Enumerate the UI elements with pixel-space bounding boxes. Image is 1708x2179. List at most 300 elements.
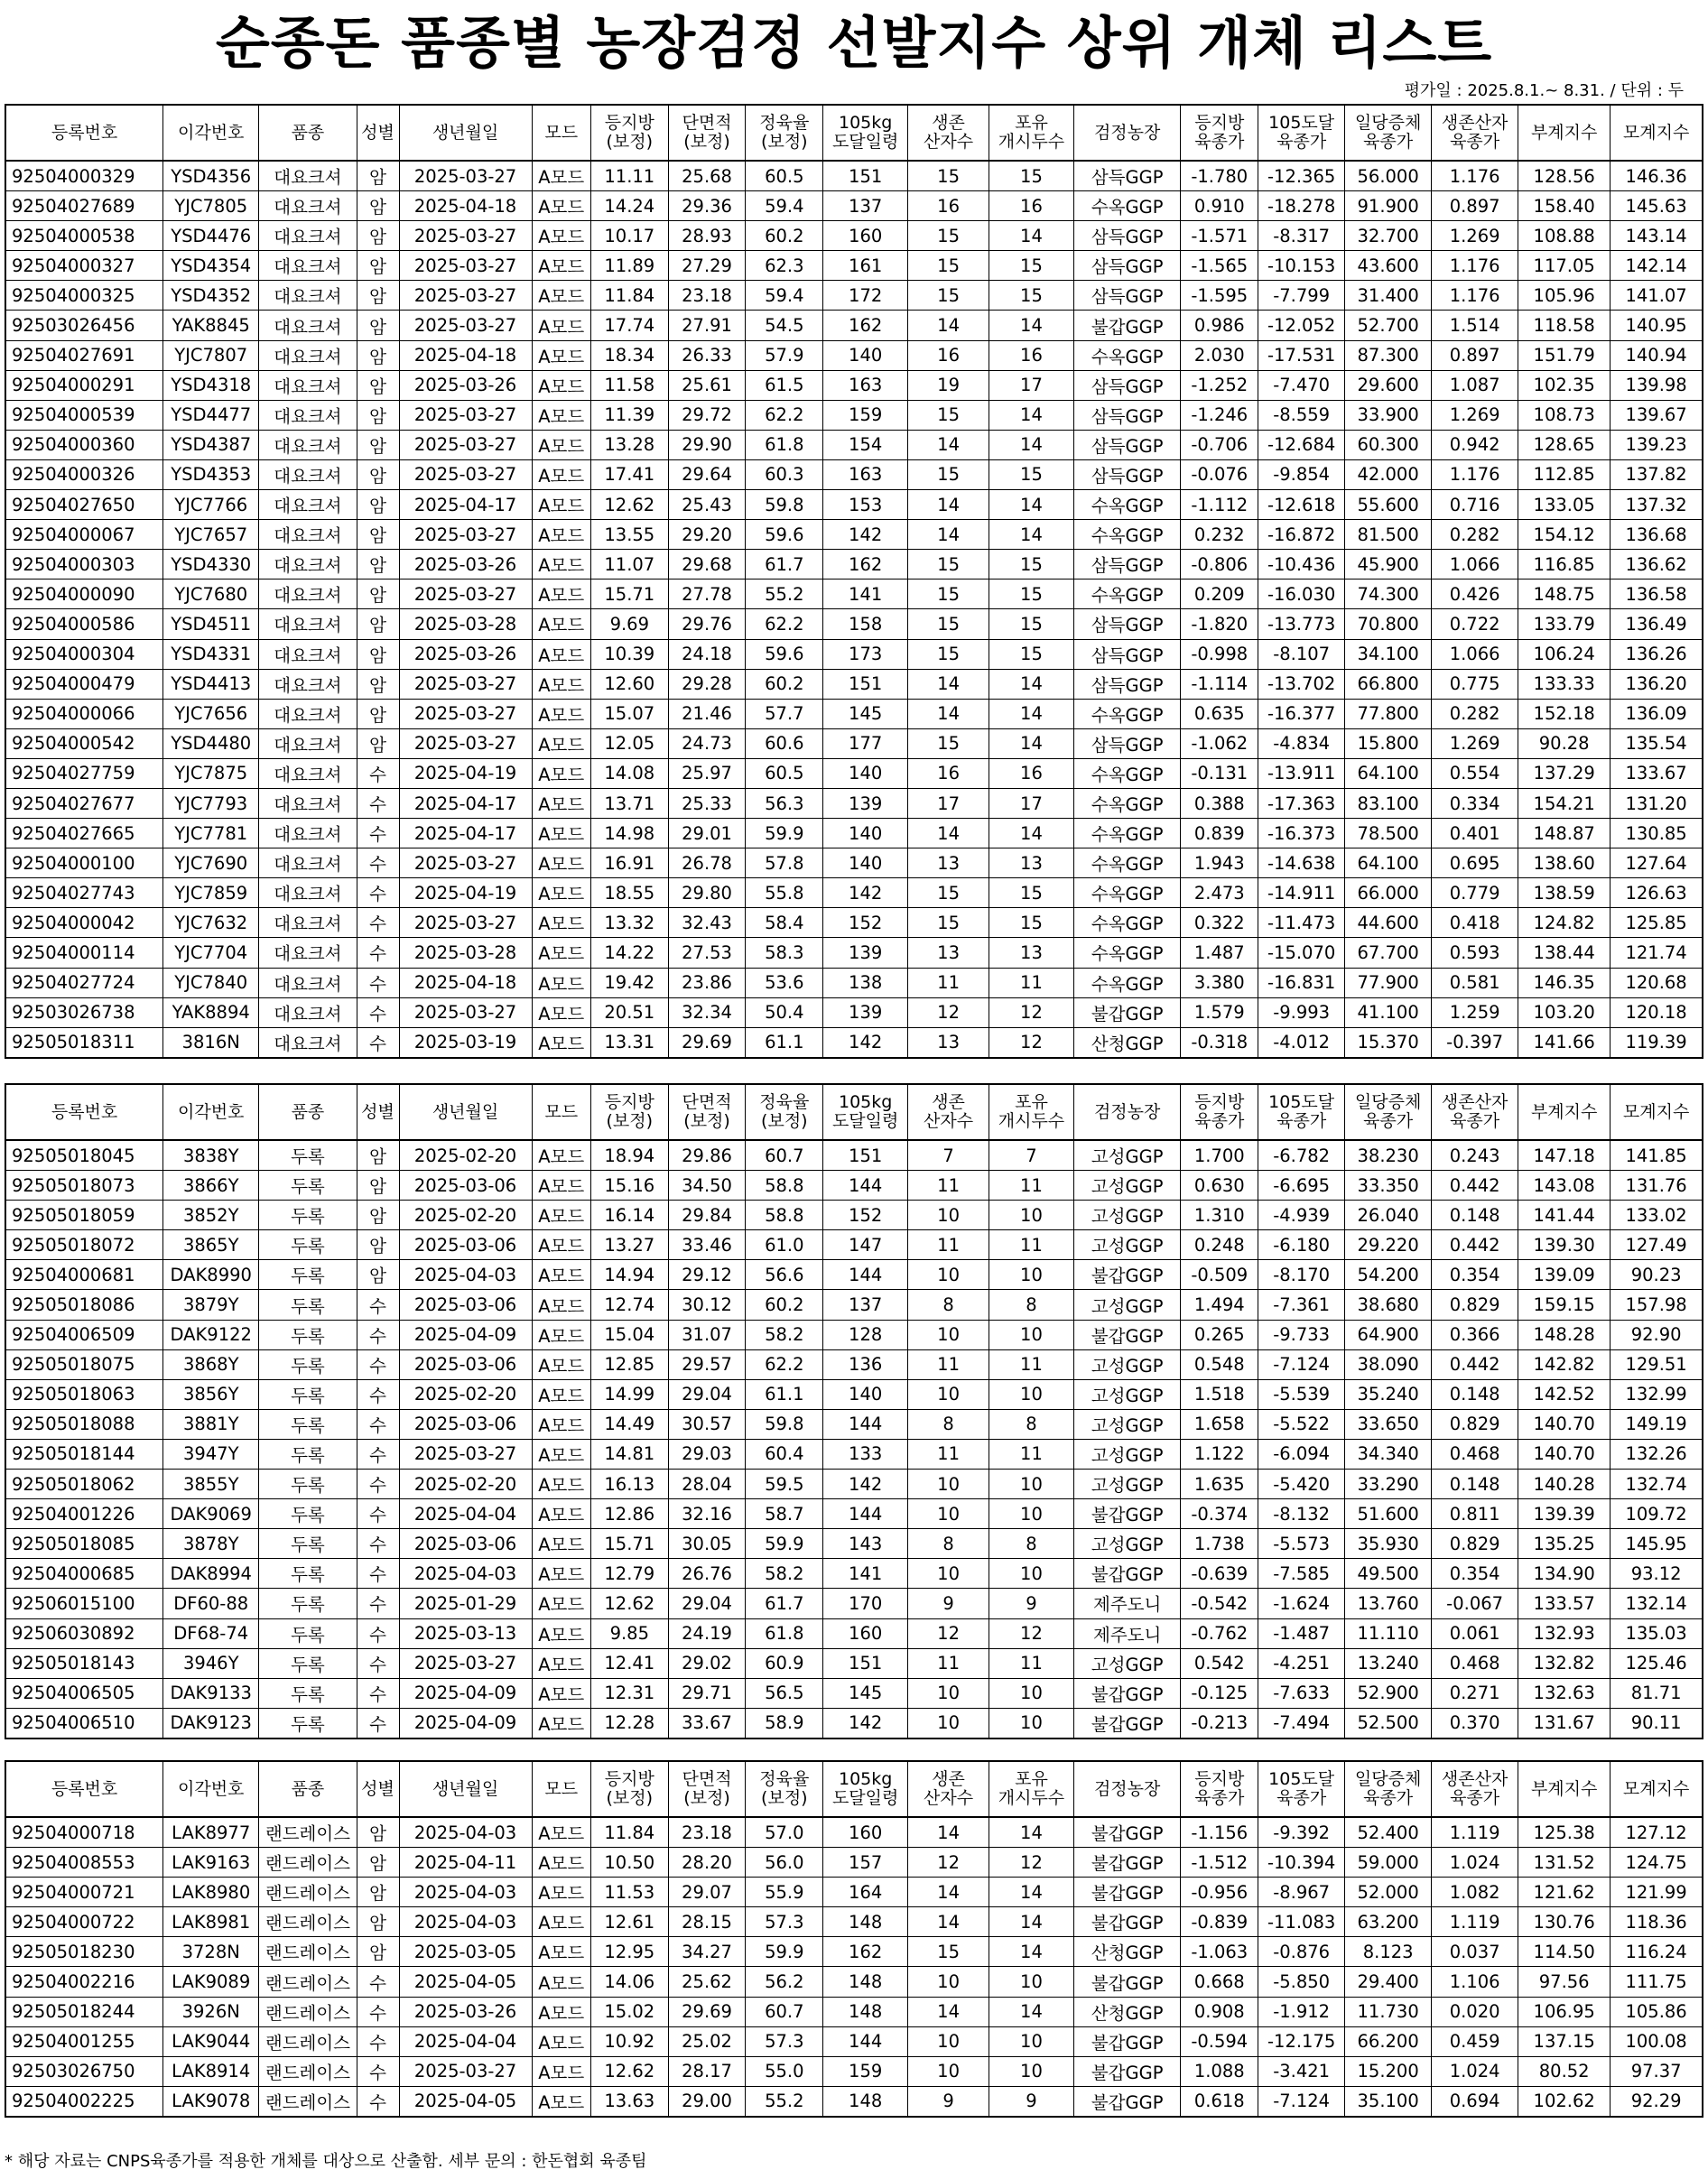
cell-liveborn-ebv: 1.269 <box>1432 728 1518 758</box>
cell-backfat: 12.62 <box>590 1589 668 1618</box>
header-birth-date <box>399 1761 532 1817</box>
table-row <box>5 728 1703 758</box>
cell-test-farm: 고성GGP <box>1073 1470 1180 1499</box>
table-row <box>5 1997 1703 2026</box>
cell-sire-index: 106.95 <box>1518 1997 1611 2026</box>
cell-backfat-ebv: -1.062 <box>1181 728 1258 758</box>
cell-mode: A모드 <box>532 1708 590 1739</box>
cell-lean-pct: 61.7 <box>746 550 823 580</box>
cell-test-farm: 수옥GGP <box>1073 968 1180 997</box>
cell-days-105kg: 162 <box>823 550 908 580</box>
cell-sire-index: 124.82 <box>1518 908 1611 938</box>
header-label: 육종가 <box>1363 1111 1414 1131</box>
cell-nursing-start: 14 <box>989 819 1074 848</box>
cell-ear-no: YSD4354 <box>163 251 259 281</box>
table-row <box>5 1907 1703 1937</box>
table-row <box>5 1678 1703 1708</box>
cell-days-105kg: 153 <box>823 490 908 520</box>
table-row <box>5 191 1703 221</box>
cell-birth-date: 2025-03-27 <box>399 281 532 311</box>
header-label: (보정) <box>683 1788 730 1808</box>
cell-breed: 두록 <box>259 1230 357 1260</box>
cell-reg-no: 92505018045 <box>5 1140 163 1171</box>
cell-reg-no: 92505018230 <box>5 1937 163 1967</box>
cell-mode: A모드 <box>532 400 590 430</box>
cell-sire-index: 139.09 <box>1518 1260 1611 1290</box>
cell-nursing-start: 15 <box>989 251 1074 281</box>
table-row <box>5 2026 1703 2056</box>
cell-backfat-ebv: -0.956 <box>1181 1878 1258 1907</box>
cell-loin-area: 29.69 <box>668 1997 746 2026</box>
cell-days105-ebv: -16.377 <box>1258 699 1345 728</box>
cell-mode: A모드 <box>532 1140 590 1171</box>
cell-sex: 암 <box>357 699 399 728</box>
table-row <box>5 161 1703 191</box>
cell-test-farm: 수옥GGP <box>1073 520 1180 550</box>
cell-reg-no: 92504000681 <box>5 1260 163 1290</box>
cell-sire-index: 158.40 <box>1518 191 1611 221</box>
table-row <box>5 1320 1703 1349</box>
cell-loin-area: 29.01 <box>668 819 746 848</box>
cell-sire-index: 134.90 <box>1518 1559 1611 1589</box>
cell-days-105kg: 151 <box>823 1648 908 1678</box>
yorkshire-table <box>5 104 1703 1059</box>
cell-breed: 대요크셔 <box>259 699 357 728</box>
header-backfat-ebv <box>1181 105 1258 161</box>
cell-nursing-start: 16 <box>989 340 1074 370</box>
cell-birth-date: 2025-03-27 <box>399 2056 532 2086</box>
cell-backfat: 11.53 <box>590 1878 668 1907</box>
cell-test-farm: 수옥GGP <box>1073 848 1180 878</box>
table-row <box>5 1230 1703 1260</box>
cell-sire-index: 148.87 <box>1518 819 1611 848</box>
cell-reg-no: 92504027665 <box>5 819 163 848</box>
cell-sire-index: 121.62 <box>1518 1878 1611 1907</box>
cell-adg-ebv: 64.100 <box>1345 848 1432 878</box>
cell-nursing-start: 9 <box>989 1589 1074 1618</box>
cell-sire-index: 133.79 <box>1518 609 1611 639</box>
cell-days-105kg: 157 <box>823 1848 908 1878</box>
cell-reg-no: 92504027650 <box>5 490 163 520</box>
cell-mode: A모드 <box>532 1559 590 1589</box>
cell-test-farm: 수옥GGP <box>1073 819 1180 848</box>
cell-days105-ebv: -1.624 <box>1258 1589 1345 1618</box>
cell-backfat-ebv: -1.112 <box>1181 490 1258 520</box>
cell-loin-area: 25.68 <box>668 161 746 191</box>
cell-sex: 암 <box>357 580 399 609</box>
cell-test-farm: 불갑GGP <box>1073 2086 1180 2117</box>
cell-backfat-ebv: -1.820 <box>1181 609 1258 639</box>
cell-loin-area: 25.02 <box>668 2026 746 2056</box>
header-test-farm <box>1073 1761 1180 1817</box>
cell-adg-ebv: 38.090 <box>1345 1349 1432 1379</box>
cell-loin-area: 29.28 <box>668 669 746 699</box>
cell-birth-date: 2025-02-20 <box>399 1201 532 1230</box>
cell-birth-date: 2025-03-06 <box>399 1230 532 1260</box>
cell-days105-ebv: -10.436 <box>1258 550 1345 580</box>
cell-test-farm: 삼득GGP <box>1073 281 1180 311</box>
header-label: 모계지수 <box>1622 1778 1690 1799</box>
cell-dam-index: 90.11 <box>1611 1708 1703 1739</box>
cell-backfat: 12.85 <box>590 1349 668 1379</box>
cell-loin-area: 29.76 <box>668 609 746 639</box>
table-row <box>5 1967 1703 1997</box>
cell-reg-no: 92504000586 <box>5 609 163 639</box>
cell-adg-ebv: 56.000 <box>1345 161 1432 191</box>
cell-mode: A모드 <box>532 1027 590 1058</box>
cell-adg-ebv: 70.800 <box>1345 609 1432 639</box>
cell-breed: 랜드레이스 <box>259 1997 357 2026</box>
table-row <box>5 758 1703 788</box>
cell-breed: 대요크셔 <box>259 878 357 908</box>
cell-backfat-ebv: 1.579 <box>1181 997 1258 1027</box>
cell-dam-index: 92.29 <box>1611 2086 1703 2117</box>
cell-dam-index: 136.20 <box>1611 669 1703 699</box>
cell-reg-no: 92504027677 <box>5 788 163 818</box>
cell-reg-no: 92505018063 <box>5 1379 163 1409</box>
cell-reg-no: 92504000539 <box>5 400 163 430</box>
cell-liveborn-ebv: 0.694 <box>1432 2086 1518 2117</box>
header-label: 육종가 <box>1276 132 1327 152</box>
cell-sex: 암 <box>357 1140 399 1171</box>
cell-days-105kg: 133 <box>823 1439 908 1469</box>
cell-sex: 수 <box>357 1027 399 1058</box>
cell-sex: 수 <box>357 2056 399 2086</box>
cell-nursing-start: 17 <box>989 788 1074 818</box>
cell-mode: A모드 <box>532 908 590 938</box>
cell-test-farm: 불갑GGP <box>1073 1878 1180 1907</box>
cell-lean-pct: 59.9 <box>746 1937 823 1967</box>
cell-birth-date: 2025-03-27 <box>399 997 532 1027</box>
cell-liveborn-ebv: 0.148 <box>1432 1379 1518 1409</box>
cell-sire-index: 152.18 <box>1518 699 1611 728</box>
cell-days-105kg: 147 <box>823 1230 908 1260</box>
cell-dam-index: 142.14 <box>1611 251 1703 281</box>
cell-birth-date: 2025-04-17 <box>399 788 532 818</box>
cell-lean-pct: 60.6 <box>746 728 823 758</box>
header-breed <box>259 105 357 161</box>
cell-breed: 두록 <box>259 1499 357 1529</box>
cell-loin-area: 32.16 <box>668 1499 746 1529</box>
cell-nursing-start: 14 <box>989 728 1074 758</box>
cell-sex: 수 <box>357 788 399 818</box>
cell-ear-no: YSD4353 <box>163 459 259 489</box>
cell-breed: 대요크셔 <box>259 251 357 281</box>
cell-liveborn-ebv: 0.418 <box>1432 908 1518 938</box>
cell-dam-index: 137.82 <box>1611 459 1703 489</box>
cell-sex: 암 <box>357 251 399 281</box>
cell-loin-area: 29.04 <box>668 1589 746 1618</box>
cell-test-farm: 고성GGP <box>1073 1290 1180 1320</box>
cell-live-born: 15 <box>908 251 989 281</box>
cell-backfat-ebv: -0.542 <box>1181 1589 1258 1618</box>
cell-test-farm: 고성GGP <box>1073 1439 1180 1469</box>
cell-live-born: 11 <box>908 1648 989 1678</box>
header-test-farm <box>1073 105 1180 161</box>
header-liveborn-ebv <box>1432 105 1518 161</box>
header-label: (보정) <box>683 132 730 152</box>
cell-test-farm: 불갑GGP <box>1073 1817 1180 1848</box>
cell-backfat-ebv: -1.512 <box>1181 1848 1258 1878</box>
cell-nursing-start: 14 <box>989 1907 1074 1937</box>
cell-birth-date: 2025-04-04 <box>399 1499 532 1529</box>
cell-breed: 두록 <box>259 1379 357 1409</box>
cell-backfat: 12.86 <box>590 1499 668 1529</box>
cell-backfat: 12.62 <box>590 2056 668 2086</box>
cell-days105-ebv: -17.363 <box>1258 788 1345 818</box>
cell-liveborn-ebv: 0.779 <box>1432 878 1518 908</box>
cell-lean-pct: 61.8 <box>746 430 823 459</box>
cell-days-105kg: 137 <box>823 1290 908 1320</box>
cell-breed: 두록 <box>259 1708 357 1739</box>
cell-backfat-ebv: -0.125 <box>1181 1678 1258 1708</box>
cell-backfat: 10.50 <box>590 1848 668 1878</box>
cell-liveborn-ebv: 1.269 <box>1432 400 1518 430</box>
cell-sire-index: 132.82 <box>1518 1648 1611 1678</box>
header-label: 개시두수 <box>998 1111 1065 1131</box>
cell-days-105kg: 170 <box>823 1589 908 1618</box>
cell-nursing-start: 10 <box>989 1320 1074 1349</box>
cell-mode: A모드 <box>532 2026 590 2056</box>
footnote: * 해당 자료는 CNPS육종가를 적용한 개체를 대상으로 산출함. 세부 문의 : 한돈협회 육종팀 <box>5 2152 647 2171</box>
cell-ear-no: YJC7859 <box>163 878 259 908</box>
cell-reg-no: 92504027691 <box>5 340 163 370</box>
cell-ear-no: 3868Y <box>163 1349 259 1379</box>
cell-sex: 암 <box>357 161 399 191</box>
cell-days105-ebv: -7.633 <box>1258 1678 1345 1708</box>
cell-liveborn-ebv: 0.442 <box>1432 1171 1518 1201</box>
header-nursing-start <box>989 1761 1074 1817</box>
cell-dam-index: 121.74 <box>1611 938 1703 968</box>
table-row <box>5 1470 1703 1499</box>
cell-dam-index: 126.63 <box>1611 878 1703 908</box>
header-lean-pct <box>746 105 823 161</box>
cell-adg-ebv: 38.680 <box>1345 1290 1432 1320</box>
cell-reg-no: 92504006510 <box>5 1708 163 1739</box>
cell-test-farm: 삼득GGP <box>1073 430 1180 459</box>
header-sire-index <box>1518 1084 1611 1140</box>
cell-nursing-start: 13 <box>989 938 1074 968</box>
cell-reg-no: 92505018244 <box>5 1997 163 2026</box>
cell-backfat: 10.39 <box>590 639 668 669</box>
cell-days105-ebv: -11.473 <box>1258 908 1345 938</box>
header-adg-ebv <box>1345 1761 1432 1817</box>
cell-live-born: 15 <box>908 221 989 251</box>
header-label: 생존산자 <box>1441 113 1508 133</box>
cell-sire-index: 90.28 <box>1518 728 1611 758</box>
cell-backfat: 11.89 <box>590 251 668 281</box>
cell-liveborn-ebv: 0.334 <box>1432 788 1518 818</box>
cell-backfat-ebv: 1.088 <box>1181 2056 1258 2086</box>
cell-dam-index: 136.49 <box>1611 609 1703 639</box>
cell-breed: 대요크셔 <box>259 758 357 788</box>
cell-live-born: 11 <box>908 968 989 997</box>
header-liveborn-ebv <box>1432 1084 1518 1140</box>
cell-liveborn-ebv: 0.811 <box>1432 1499 1518 1529</box>
cell-breed: 대요크셔 <box>259 221 357 251</box>
cell-lean-pct: 57.0 <box>746 1817 823 1848</box>
cell-reg-no: 92504000066 <box>5 699 163 728</box>
cell-live-born: 15 <box>908 580 989 609</box>
cell-test-farm: 불갑GGP <box>1073 1907 1180 1937</box>
cell-breed: 대요크셔 <box>259 161 357 191</box>
cell-liveborn-ebv: 0.426 <box>1432 580 1518 609</box>
cell-dam-index: 90.23 <box>1611 1260 1703 1290</box>
cell-days-105kg: 145 <box>823 1678 908 1708</box>
cell-sire-index: 137.29 <box>1518 758 1611 788</box>
cell-sire-index: 106.24 <box>1518 639 1611 669</box>
cell-live-born: 14 <box>908 699 989 728</box>
header-label: 등지방 <box>604 1092 654 1112</box>
cell-birth-date: 2025-03-19 <box>399 1027 532 1058</box>
cell-loin-area: 31.07 <box>668 1320 746 1349</box>
cell-sex: 암 <box>357 1171 399 1201</box>
cell-sire-index: 132.63 <box>1518 1678 1611 1708</box>
cell-dam-index: 93.12 <box>1611 1559 1703 1589</box>
cell-breed: 대요크셔 <box>259 848 357 878</box>
cell-live-born: 16 <box>908 191 989 221</box>
cell-backfat: 17.41 <box>590 459 668 489</box>
header-label: 정육율 <box>759 1092 810 1112</box>
cell-mode: A모드 <box>532 430 590 459</box>
cell-liveborn-ebv: 0.722 <box>1432 609 1518 639</box>
cell-nursing-start: 15 <box>989 281 1074 311</box>
cell-loin-area: 33.46 <box>668 1230 746 1260</box>
cell-backfat: 18.34 <box>590 340 668 370</box>
cell-mode: A모드 <box>532 699 590 728</box>
cell-backfat: 13.31 <box>590 1027 668 1058</box>
cell-mode: A모드 <box>532 1439 590 1469</box>
header-reg-no <box>5 1761 163 1817</box>
cell-nursing-start: 14 <box>989 1997 1074 2026</box>
table-row <box>5 1529 1703 1559</box>
cell-reg-no: 92504006505 <box>5 1678 163 1708</box>
table-row <box>5 1848 1703 1878</box>
cell-sire-index: 131.52 <box>1518 1848 1611 1878</box>
cell-loin-area: 29.69 <box>668 1027 746 1058</box>
cell-test-farm: 불갑GGP <box>1073 2026 1180 2056</box>
cell-breed: 대요크셔 <box>259 580 357 609</box>
cell-mode: A모드 <box>532 221 590 251</box>
cell-test-farm: 불갑GGP <box>1073 1678 1180 1708</box>
cell-days-105kg: 148 <box>823 2086 908 2117</box>
cell-adg-ebv: 64.900 <box>1345 1320 1432 1349</box>
cell-days-105kg: 152 <box>823 908 908 938</box>
cell-lean-pct: 59.8 <box>746 490 823 520</box>
cell-nursing-start: 14 <box>989 311 1074 340</box>
header-label: 육종가 <box>1276 1788 1327 1808</box>
cell-birth-date: 2025-02-20 <box>399 1140 532 1171</box>
cell-breed: 두록 <box>259 1320 357 1349</box>
header-label: (보정) <box>606 132 654 152</box>
cell-reg-no: 92504000100 <box>5 848 163 878</box>
cell-live-born: 10 <box>908 1708 989 1739</box>
cell-loin-area: 33.67 <box>668 1708 746 1739</box>
cell-nursing-start: 11 <box>989 968 1074 997</box>
cell-backfat: 15.71 <box>590 580 668 609</box>
header-label: (보정) <box>761 132 808 152</box>
cell-breed: 두록 <box>259 1618 357 1648</box>
cell-lean-pct: 61.5 <box>746 370 823 400</box>
header-label: (보정) <box>683 1111 730 1131</box>
header-backfat <box>590 1761 668 1817</box>
cell-backfat-ebv: -1.565 <box>1181 251 1258 281</box>
cell-breed: 대요크셔 <box>259 968 357 997</box>
cell-liveborn-ebv: 0.581 <box>1432 968 1518 997</box>
cell-backfat-ebv: -1.571 <box>1181 221 1258 251</box>
header-birth-date <box>399 105 532 161</box>
cell-liveborn-ebv: 0.897 <box>1432 191 1518 221</box>
cell-nursing-start: 15 <box>989 878 1074 908</box>
cell-reg-no: 92504000722 <box>5 1907 163 1937</box>
cell-loin-area: 29.00 <box>668 2086 746 2117</box>
cell-ear-no: LAK8977 <box>163 1817 259 1848</box>
cell-liveborn-ebv: 1.176 <box>1432 459 1518 489</box>
cell-lean-pct: 60.5 <box>746 758 823 788</box>
header-label: 포유 <box>1015 1092 1048 1112</box>
cell-breed: 대요크셔 <box>259 430 357 459</box>
cell-backfat-ebv: 0.635 <box>1181 699 1258 728</box>
cell-lean-pct: 55.8 <box>746 878 823 908</box>
cell-birth-date: 2025-03-27 <box>399 669 532 699</box>
cell-test-farm: 산청GGP <box>1073 1997 1180 2026</box>
cell-reg-no: 92504000114 <box>5 938 163 968</box>
header-days-105kg <box>823 1761 908 1817</box>
cell-liveborn-ebv: 1.119 <box>1432 1907 1518 1937</box>
cell-backfat: 16.13 <box>590 1470 668 1499</box>
cell-reg-no: 92504000718 <box>5 1817 163 1848</box>
header-label: 육종가 <box>1363 1788 1414 1808</box>
cell-ear-no: YSD4477 <box>163 400 259 430</box>
cell-test-farm: 고성GGP <box>1073 1201 1180 1230</box>
header-loin-area <box>668 105 746 161</box>
cell-days105-ebv: -14.638 <box>1258 848 1345 878</box>
header-mode <box>532 1084 590 1140</box>
cell-days105-ebv: -14.911 <box>1258 878 1345 908</box>
cell-sex: 수 <box>357 1499 399 1529</box>
cell-adg-ebv: 64.100 <box>1345 758 1432 788</box>
cell-adg-ebv: 33.290 <box>1345 1470 1432 1499</box>
cell-nursing-start: 14 <box>989 400 1074 430</box>
header-label: 단면적 <box>682 1092 732 1112</box>
cell-days105-ebv: -12.175 <box>1258 2026 1345 2056</box>
cell-sex: 암 <box>357 370 399 400</box>
cell-loin-area: 30.12 <box>668 1290 746 1320</box>
header-dam-index <box>1611 1761 1703 1817</box>
cell-backfat: 10.92 <box>590 2026 668 2056</box>
cell-birth-date: 2025-03-27 <box>399 430 532 459</box>
cell-reg-no: 92506015100 <box>5 1589 163 1618</box>
cell-live-born: 9 <box>908 1589 989 1618</box>
header-label: 105kg <box>839 1769 893 1789</box>
cell-mode: A모드 <box>532 819 590 848</box>
cell-nursing-start: 9 <box>989 2086 1074 2117</box>
cell-mode: A모드 <box>532 370 590 400</box>
header-label: 단면적 <box>682 1769 732 1789</box>
cell-live-born: 14 <box>908 311 989 340</box>
table-row <box>5 1260 1703 1290</box>
cell-mode: A모드 <box>532 1409 590 1439</box>
cell-lean-pct: 57.8 <box>746 848 823 878</box>
cell-loin-area: 27.53 <box>668 938 746 968</box>
header-label: 개시두수 <box>998 1788 1065 1808</box>
cell-reg-no: 92505018072 <box>5 1230 163 1260</box>
cell-mode: A모드 <box>532 609 590 639</box>
cell-sex: 수 <box>357 1648 399 1678</box>
table-row <box>5 459 1703 489</box>
cell-backfat-ebv: 0.248 <box>1181 1230 1258 1260</box>
cell-lean-pct: 59.5 <box>746 1470 823 1499</box>
